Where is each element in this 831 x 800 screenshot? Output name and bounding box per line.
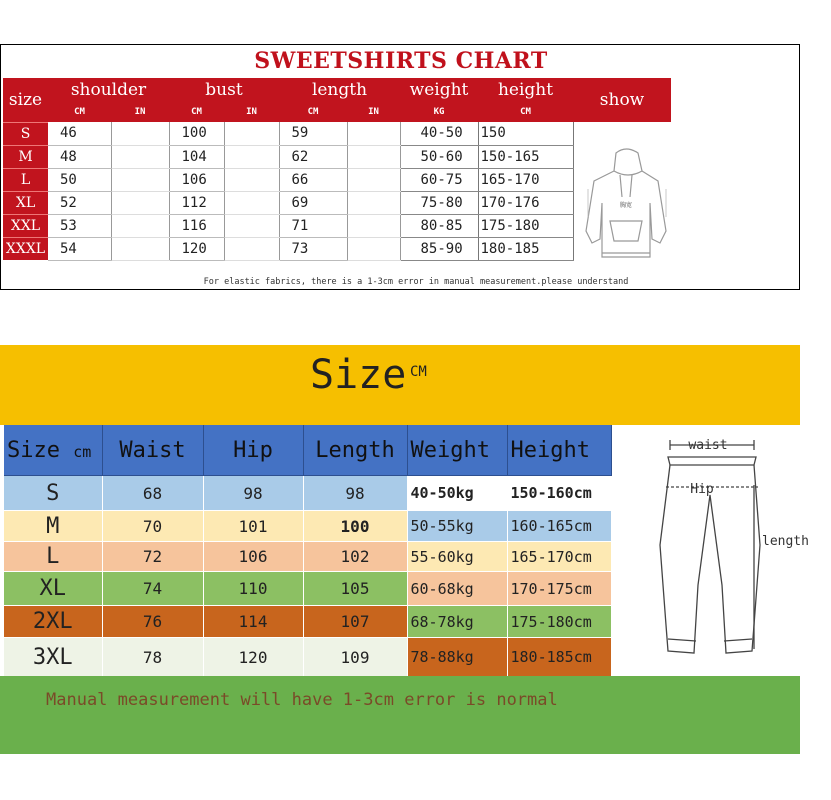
empty-cell [111,122,169,145]
length-cell: 102 [303,542,407,572]
hip-cell: 110 [203,572,303,606]
show-header: show [573,78,671,122]
size-header-unit: cm [73,442,92,461]
sweatshirt-chart-title: SWEETSHIRTS CHART [254,48,548,74]
height-cell: 170-175cm [507,572,611,606]
empty-cell [224,191,279,214]
empty-cell [224,168,279,191]
height-cell: 165-170cm [507,542,611,572]
length-header: Length [303,425,407,476]
height-cell: 160-165cm [507,511,611,542]
height-cell: 150-160cm [507,476,611,511]
height-header: height [478,78,573,102]
hip-cell: 106 [203,542,303,572]
hip-cell: 120 [203,638,303,677]
table-row [4,638,611,677]
size-header [4,425,102,476]
waist-cell: 76 [102,606,203,638]
table-row [4,511,611,542]
weight-cell: 75-80 [400,191,478,214]
pants-header-row [4,425,611,476]
hoodie-illustration [580,145,672,275]
height-cell: 150-165 [478,145,573,168]
weight-cell: 40-50 [400,122,478,145]
shoulder-cell: 50 [48,168,111,191]
table-row [4,572,611,606]
unit-kg: KG [400,102,478,122]
empty-cell [111,214,169,237]
empty-cell [111,237,169,260]
length-label: length [762,534,809,549]
sweatshirt-unit-row [3,102,671,122]
waist-cell: 72 [102,542,203,572]
table-row [3,122,671,145]
length-cell: 100 [303,511,407,542]
empty-cell [111,168,169,191]
size-cell: 2XL [4,606,102,638]
empty-cell [111,145,169,168]
pants-chart-title: Size [310,352,407,398]
weight-cell: 55-60kg [407,542,507,572]
empty-cell [224,214,279,237]
pants-measurement-note: Manual measurement will have 1-3cm error is normal [46,690,558,710]
bust-cell: 106 [169,168,224,191]
shoulder-header: shoulder [48,78,169,102]
empty-cell [224,145,279,168]
weight-cell: 85-90 [400,237,478,260]
weight-header: weight [400,78,478,102]
shoulder-cell: 46 [48,122,111,145]
hip-label: Hip [690,482,714,497]
table-row [3,214,671,237]
table-row [4,606,611,638]
empty-cell [347,145,400,168]
height-cell: 165-170 [478,168,573,191]
waist-cell: 74 [102,572,203,606]
length-cell: 66 [279,168,347,191]
unit-in: IN [224,102,279,122]
pants-illustration [612,425,809,678]
height-cell: 175-180 [478,214,573,237]
table-row [4,476,611,511]
sweatshirt-header-row [3,78,671,102]
size-cell: L [3,168,48,191]
waist-header: Waist [102,425,203,476]
unit-cm: CM [169,102,224,122]
shoulder-cell: 54 [48,237,111,260]
table-row [4,542,611,572]
length-header: length [279,78,400,102]
weight-cell: 40-50kg [407,476,507,511]
weight-header: Weight [407,425,507,476]
shoulder-cell: 53 [48,214,111,237]
height-cell: 150 [478,122,573,145]
hip-cell: 98 [203,476,303,511]
empty-cell [347,122,400,145]
bust-cell: 120 [169,237,224,260]
unit-cm: CM [48,102,111,122]
size-cell: XXXL [3,237,48,260]
table-row [3,237,671,260]
waist-cell: 68 [102,476,203,511]
table-row [3,191,671,214]
weight-cell: 78-88kg [407,638,507,677]
size-cell: XXL [3,214,48,237]
sweatshirt-measurement-note: For elastic fabrics, there is a 1-3cm error in manual measurement.please understand [203,277,629,287]
waist-cell: 78 [102,638,203,677]
length-cell: 98 [303,476,407,511]
length-cell: 69 [279,191,347,214]
size-header: size [3,78,48,122]
size-cell: S [3,122,48,145]
pants-chart-title-unit: CM [410,364,427,380]
length-cell: 59 [279,122,347,145]
table-row [3,168,671,191]
size-cell: M [4,511,102,542]
hip-cell: 101 [203,511,303,542]
length-cell: 107 [303,606,407,638]
unit-cm: CM [478,102,573,122]
weight-cell: 50-60 [400,145,478,168]
hip-cell: 114 [203,606,303,638]
pants-size-table [4,425,612,677]
bust-cell: 104 [169,145,224,168]
empty-cell [224,237,279,260]
size-cell: XL [3,191,48,214]
empty-cell [347,237,400,260]
length-cell: 71 [279,214,347,237]
unit-in: IN [347,102,400,122]
shoulder-cell: 48 [48,145,111,168]
size-cell: M [3,145,48,168]
weight-cell: 80-85 [400,214,478,237]
size-cell: S [4,476,102,511]
weight-cell: 68-78kg [407,606,507,638]
empty-cell [347,214,400,237]
hoodie-chest-label: 胸宽 [619,202,633,209]
size-header-label: Size [7,437,60,463]
empty-cell [224,122,279,145]
waist-cell: 70 [102,511,203,542]
length-cell: 62 [279,145,347,168]
height-cell: 180-185 [478,237,573,260]
sweatshirt-size-chart [0,44,800,290]
height-cell: 175-180cm [507,606,611,638]
height-header: Height [507,425,611,476]
weight-cell: 50-55kg [407,511,507,542]
hip-header: Hip [203,425,303,476]
empty-cell [347,168,400,191]
unit-cm: CM [279,102,347,122]
weight-cell: 60-68kg [407,572,507,606]
bust-header: bust [169,78,279,102]
size-cell: 3XL [4,638,102,677]
weight-cell: 60-75 [400,168,478,191]
waist-label: waist [688,438,728,453]
shoulder-cell: 52 [48,191,111,214]
length-cell: 109 [303,638,407,677]
height-cell: 170-176 [478,191,573,214]
unit-in: IN [111,102,169,122]
table-row [3,145,671,168]
bust-cell: 112 [169,191,224,214]
size-cell: XL [4,572,102,606]
size-cell: L [4,542,102,572]
length-cell: 73 [279,237,347,260]
empty-cell [347,191,400,214]
bust-cell: 100 [169,122,224,145]
sweatshirt-size-table [3,78,671,261]
height-cell: 180-185cm [507,638,611,677]
length-cell: 105 [303,572,407,606]
bust-cell: 116 [169,214,224,237]
empty-cell [111,191,169,214]
pants-footer-banner [0,676,800,754]
